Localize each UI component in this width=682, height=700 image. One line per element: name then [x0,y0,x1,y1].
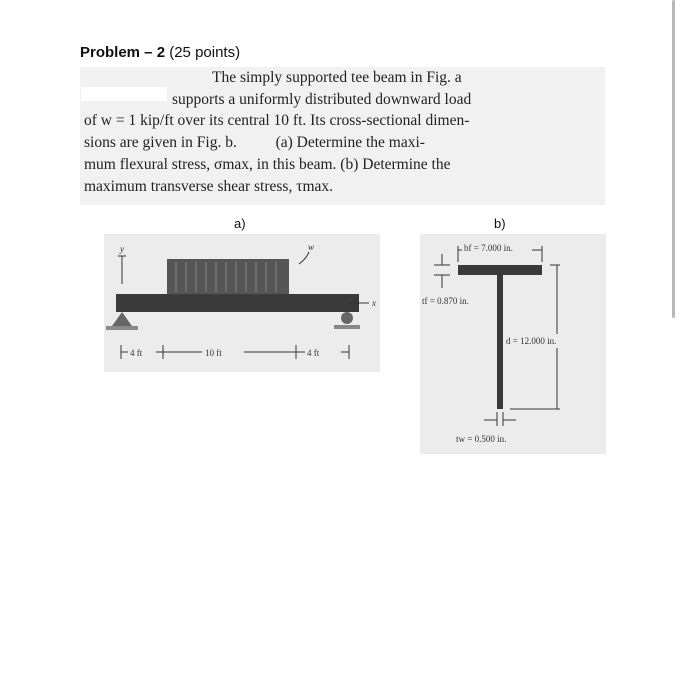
y-axis-label: y [120,244,124,254]
x-axis-label: x [372,298,376,308]
flange-thickness-label: tf = 0.870 in. [422,296,469,306]
redaction-mask [81,87,167,101]
roller-support [341,312,353,324]
load-label: w [308,242,315,252]
beam-diagram [104,234,380,372]
web-thickness-label: tw = 0.500 in. [456,434,507,444]
dim-center-label: 10 ft [205,348,222,358]
statement-line-1: The simply supported tee beam in Fig. a [212,69,462,86]
load-leader [299,252,309,264]
statement-line-4: sions are given in Fig. b. (a) Determine the maxi- [84,134,425,151]
statement-line-5: mum flexural stress, σmax, in this beam. (b) Determine the [84,156,451,173]
tee-section-diagram [420,234,606,454]
tee-flange [458,265,542,275]
roller-ground [334,325,360,329]
problem-points: (25 points) [169,44,241,61]
figure-a-label: a) [234,216,246,231]
figure-a-beam [104,234,380,372]
problem-heading [80,44,240,61]
flange-width-label: bf = 7.000 in. [464,243,513,253]
distributed-load-block [167,259,289,295]
figure-b-label: b) [494,216,506,231]
pin-support [112,312,132,326]
scrollbar[interactable] [672,0,675,318]
pin-ground [106,326,138,330]
depth-label: d = 12.000 in. [506,336,557,346]
dim-left-label: 4 ft [130,348,143,358]
problem-statement-scan [80,67,605,205]
tee-web [497,275,503,409]
figure-b-cross-section [420,234,606,454]
problem-title: Problem – 2 [80,44,166,61]
statement-line-3: of w = 1 kip/ft over its central 10 ft. Its cross-sectional dimen- [84,112,470,129]
statement-line-6: maximum transverse shear stress, τmax. [84,178,333,195]
dim-right-label: 4 ft [307,348,320,358]
statement-line-2: supports a uniformly distributed downward load [172,91,472,108]
tee-beam [116,294,359,312]
